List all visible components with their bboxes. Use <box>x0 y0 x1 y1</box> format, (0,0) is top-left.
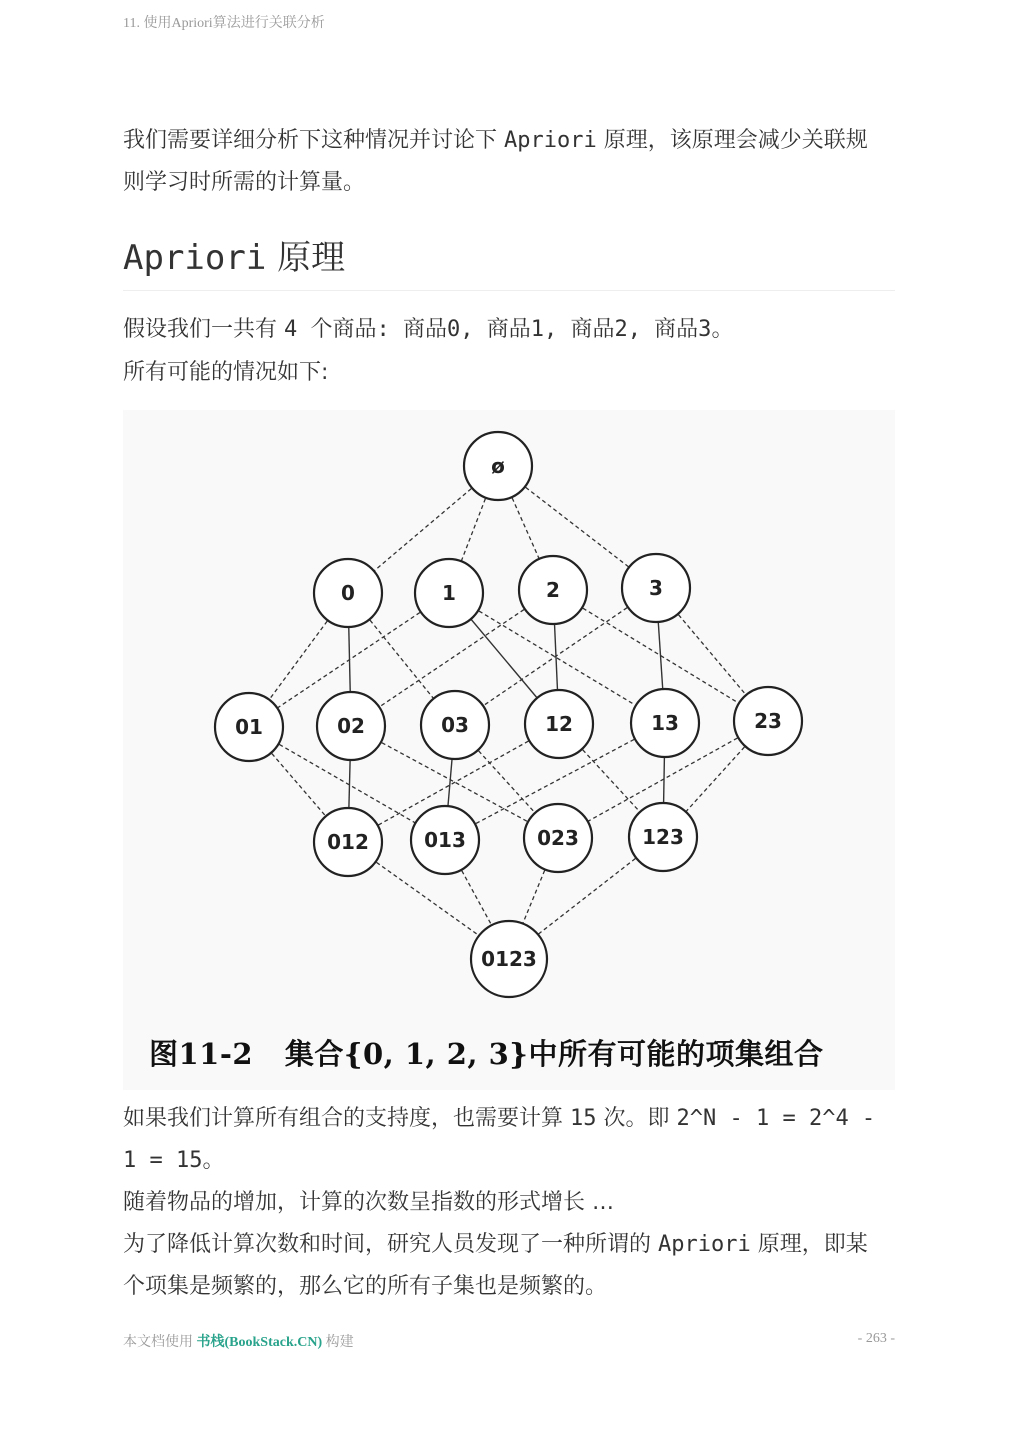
svg-text:0123: 0123 <box>481 947 537 971</box>
intro-code: Apriori <box>504 128 597 153</box>
node-0123 <box>471 921 547 997</box>
principle-code: Apriori <box>658 1232 751 1257</box>
support-code-count: 15 <box>570 1106 597 1131</box>
section-title-code: Apriori <box>123 238 267 278</box>
lattice-nodes <box>215 432 802 997</box>
svg-text:023: 023 <box>537 826 579 850</box>
svg-text:2: 2 <box>546 578 560 602</box>
intro-paragraph <box>123 120 883 204</box>
page-number: - 263 - <box>857 1331 895 1346</box>
section-title <box>123 232 895 291</box>
section-title-text: 原理 <box>266 238 346 278</box>
principle-text-b: 原理，即某个项集是频繁的，那么它的所有子集也是频繁的。 <box>123 1232 868 1299</box>
figure-caption: 图11-2 集合{0, 1, 2, 3}中所有可能的项集组合 <box>149 1037 824 1071</box>
node-0 <box>314 559 382 627</box>
node-013 <box>411 806 479 874</box>
principle-paragraph <box>123 1224 883 1308</box>
support-text-c: 。 <box>202 1148 225 1173</box>
svg-text:23: 23 <box>754 709 782 733</box>
footer-suffix: 构建 <box>322 1335 354 1350</box>
svg-text:01: 01 <box>235 715 263 739</box>
node-03 <box>421 691 489 759</box>
items-paragraph <box>123 309 883 351</box>
cases-text: 所有可能的情况如下: <box>123 360 329 385</box>
node-12 <box>525 690 593 758</box>
svg-text:02: 02 <box>337 714 365 738</box>
node-02 <box>317 692 385 760</box>
node-1 <box>415 559 483 627</box>
items-code: 4 个商品: 商品0, 商品1, 商品2, 商品3 <box>284 317 712 342</box>
node-2 <box>519 556 587 624</box>
support-text-a: 如果我们计算所有组合的支持度，也需要计算 <box>123 1106 570 1131</box>
intro-text-b: 原理，该原理会减少关联规则学习时所需的计算量。 <box>123 128 868 195</box>
svg-text:123: 123 <box>642 825 684 849</box>
support-text-b: 次。即 <box>596 1106 677 1131</box>
svg-text:1: 1 <box>442 581 456 605</box>
svg-text:3: 3 <box>649 576 663 600</box>
footer-credit <box>123 1331 354 1351</box>
support-formula: 2^N - 1 = 2^4 - 1 = 15 <box>123 1106 876 1173</box>
itemset-lattice-figure <box>123 410 895 1090</box>
svg-text:012: 012 <box>327 830 369 854</box>
support-paragraph <box>123 1098 883 1182</box>
node-012 <box>314 808 382 876</box>
items-text-b: 。 <box>711 317 734 342</box>
node-123 <box>629 803 697 871</box>
svg-text:ø: ø <box>491 454 505 478</box>
bookstack-link[interactable]: 书栈(BookStack.CN) <box>196 1335 323 1350</box>
node-13 <box>631 689 699 757</box>
items-text-a: 假设我们一共有 <box>123 317 284 342</box>
running-header: 11. 使用Apriori算法进行关联分析 <box>123 16 325 31</box>
itemset-lattice-diagram <box>123 410 895 1090</box>
growth-text: 随着物品的增加，计算的次数呈指数的形式增长 … <box>123 1190 614 1215</box>
cases-paragraph <box>123 352 883 394</box>
footer-prefix: 本文档使用 <box>123 1335 197 1350</box>
svg-text:13: 13 <box>651 711 679 735</box>
principle-text-a: 为了降低计算次数和时间，研究人员发现了一种所谓的 <box>123 1232 658 1257</box>
svg-text:12: 12 <box>545 712 573 736</box>
node-023 <box>524 804 592 872</box>
node-3 <box>622 554 690 622</box>
intro-text-a: 我们需要详细分析下这种情况并讨论下 <box>123 128 504 153</box>
growth-paragraph <box>123 1182 883 1224</box>
node-empty-set <box>464 432 532 500</box>
svg-text:03: 03 <box>441 713 469 737</box>
node-23 <box>734 687 802 755</box>
svg-text:013: 013 <box>424 828 466 852</box>
svg-text:0: 0 <box>341 581 355 605</box>
node-01 <box>215 693 283 761</box>
